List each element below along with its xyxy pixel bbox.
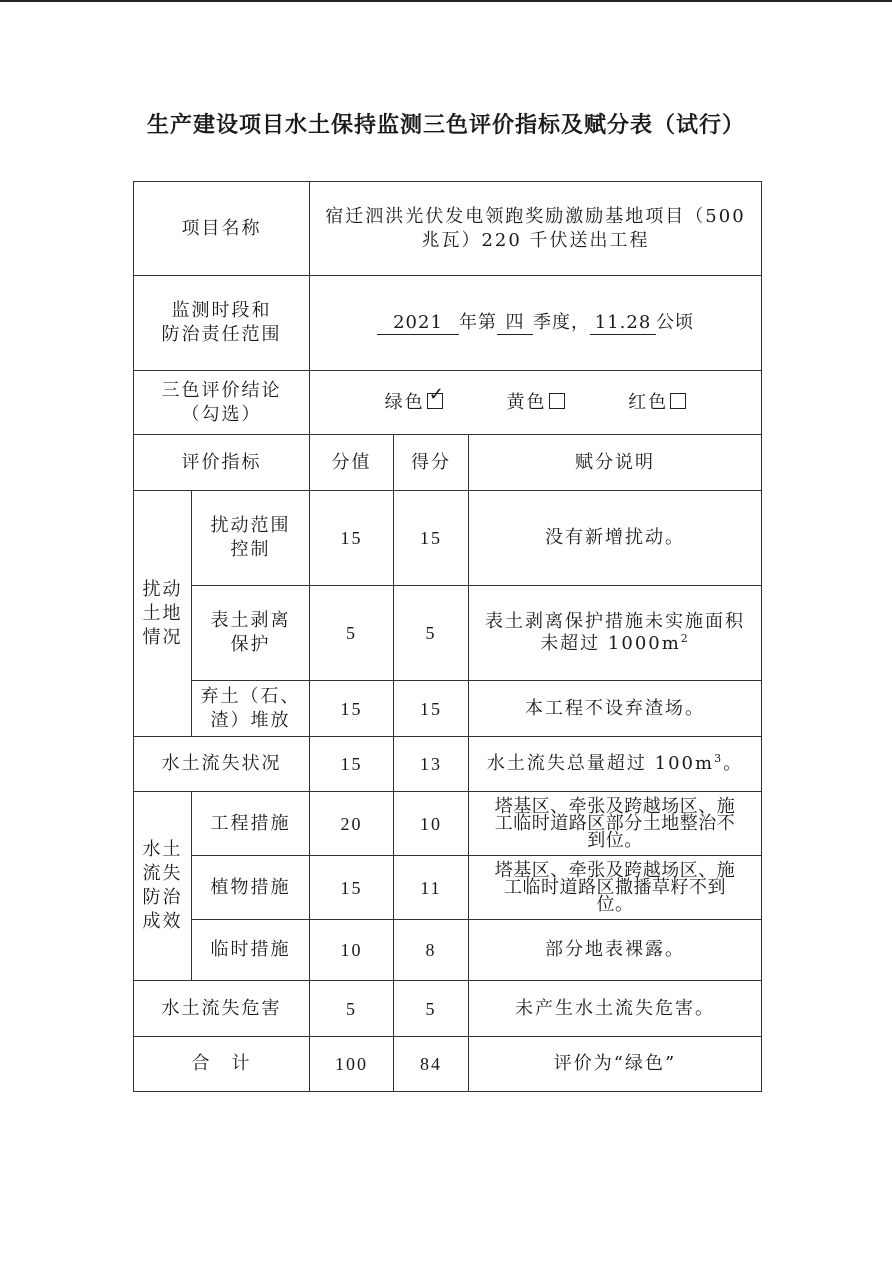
table-row (134, 856, 762, 920)
period-value (310, 276, 762, 371)
conclusion-label-line-2: （勾选） (181, 403, 262, 425)
project-label: 项目名称 (134, 182, 310, 276)
score-value: 5 (310, 586, 394, 681)
header-note: 赋分说明 (469, 435, 762, 491)
conclusion-options (310, 371, 762, 435)
header-score-value: 分值 (310, 435, 394, 491)
header-row (134, 435, 762, 491)
score-got: 15 (394, 491, 469, 586)
indicator-name: 水土流失状况 (134, 737, 310, 792)
score-got: 13 (394, 737, 469, 792)
score-note: 未产生水土流失危害。 (469, 981, 762, 1037)
total-label: 合 计 (134, 1037, 310, 1092)
total-value: 100 (310, 1037, 394, 1092)
group-disturbance: 扰动 土地 情况 (134, 491, 192, 737)
project-name-line-2: 兆瓦）220 千伏送出工程 (421, 229, 650, 251)
period-label-line-1: 监测时段和 (171, 300, 272, 321)
score-got: 15 (394, 681, 469, 737)
option-red[interactable]: 红色 (628, 391, 686, 415)
project-row (134, 182, 762, 276)
total-row (134, 1037, 762, 1092)
score-value: 15 (310, 856, 394, 920)
green-checkbox[interactable] (427, 383, 446, 409)
score-note: 本工程不设弃渣场。 (469, 681, 762, 737)
table-row (134, 491, 762, 586)
score-value: 10 (310, 920, 394, 981)
top-rule (0, 0, 892, 2)
indicator-name: 临时措施 (192, 920, 310, 981)
period-label-line-2: 防治责任范围 (161, 324, 282, 345)
score-value: 5 (310, 981, 394, 1037)
table-row (134, 920, 762, 981)
score-got: 5 (394, 586, 469, 681)
header-indicator: 评价指标 (134, 435, 310, 491)
indicator-name: 植物措施 (192, 856, 310, 920)
project-name-cell (310, 182, 762, 276)
quarter-suffix: 季度， (533, 312, 590, 333)
score-got: 5 (394, 981, 469, 1037)
table-row (134, 737, 762, 792)
score-value: 15 (310, 737, 394, 792)
score-note: 塔基区、牵张及跨越场区、施 工临时道路区部分土地整治不 到位。 (469, 792, 762, 856)
conclusion-label (134, 371, 310, 435)
page-title: 生产建设项目水土保持监测三色评价指标及赋分表（试行） (146, 112, 745, 138)
evaluation-table (133, 181, 762, 1092)
score-value: 15 (310, 681, 394, 737)
period-label (134, 276, 310, 371)
table-row (134, 681, 762, 737)
table-row (134, 981, 762, 1037)
period-row (134, 276, 762, 371)
total-note: 评价为“绿色” (469, 1037, 762, 1092)
project-name-line-1: 宿迁泗洪光伏发电领跑奖励激励基地项目（500 (325, 205, 746, 227)
score-note: 部分地表裸露。 (469, 920, 762, 981)
indicator-name: 弃土（石、 渣）堆放 (192, 681, 310, 737)
group-control: 水土 流失 防治 成效 (134, 792, 192, 981)
indicator-name: 表土剥离 保护 (192, 586, 310, 681)
responsibility-area: 11.28 (590, 312, 656, 335)
score-value: 20 (310, 792, 394, 856)
total-score: 84 (394, 1037, 469, 1092)
score-value: 15 (310, 491, 394, 586)
conclusion-row (134, 371, 762, 435)
monitor-year: 2021 (377, 312, 459, 335)
indicator-name: 水土流失危害 (134, 981, 310, 1037)
score-note: 塔基区、牵张及跨越场区、施 工临时道路区撒播草籽不到 位。 (469, 856, 762, 920)
yellow-checkbox[interactable] (549, 393, 565, 409)
indicator-name: 工程措施 (192, 792, 310, 856)
option-yellow[interactable]: 黄色 (507, 391, 565, 415)
indicator-name: 扰动范围 控制 (192, 491, 310, 586)
score-note: 没有新增扰动。 (469, 491, 762, 586)
score-got: 10 (394, 792, 469, 856)
table-row (134, 792, 762, 856)
monitor-quarter: 四 (497, 312, 533, 335)
table-row (134, 586, 762, 681)
header-score-got: 得分 (394, 435, 469, 491)
score-got: 11 (394, 856, 469, 920)
conclusion-label-line-1: 三色评价结论 (161, 379, 282, 401)
area-unit: 公顷 (656, 312, 694, 333)
red-checkbox[interactable] (670, 393, 686, 409)
score-note: 表土剥离保护措施未实施面积 未超过 $1000m^2$ (469, 586, 762, 681)
score-got: 8 (394, 920, 469, 981)
year-suffix: 年第 (459, 312, 497, 333)
score-note: 水土流失总量超过 $100m^3$。 (469, 737, 762, 792)
check-icon: ✓ (428, 383, 446, 405)
option-green[interactable]: 绿色 ✓ (384, 383, 446, 413)
